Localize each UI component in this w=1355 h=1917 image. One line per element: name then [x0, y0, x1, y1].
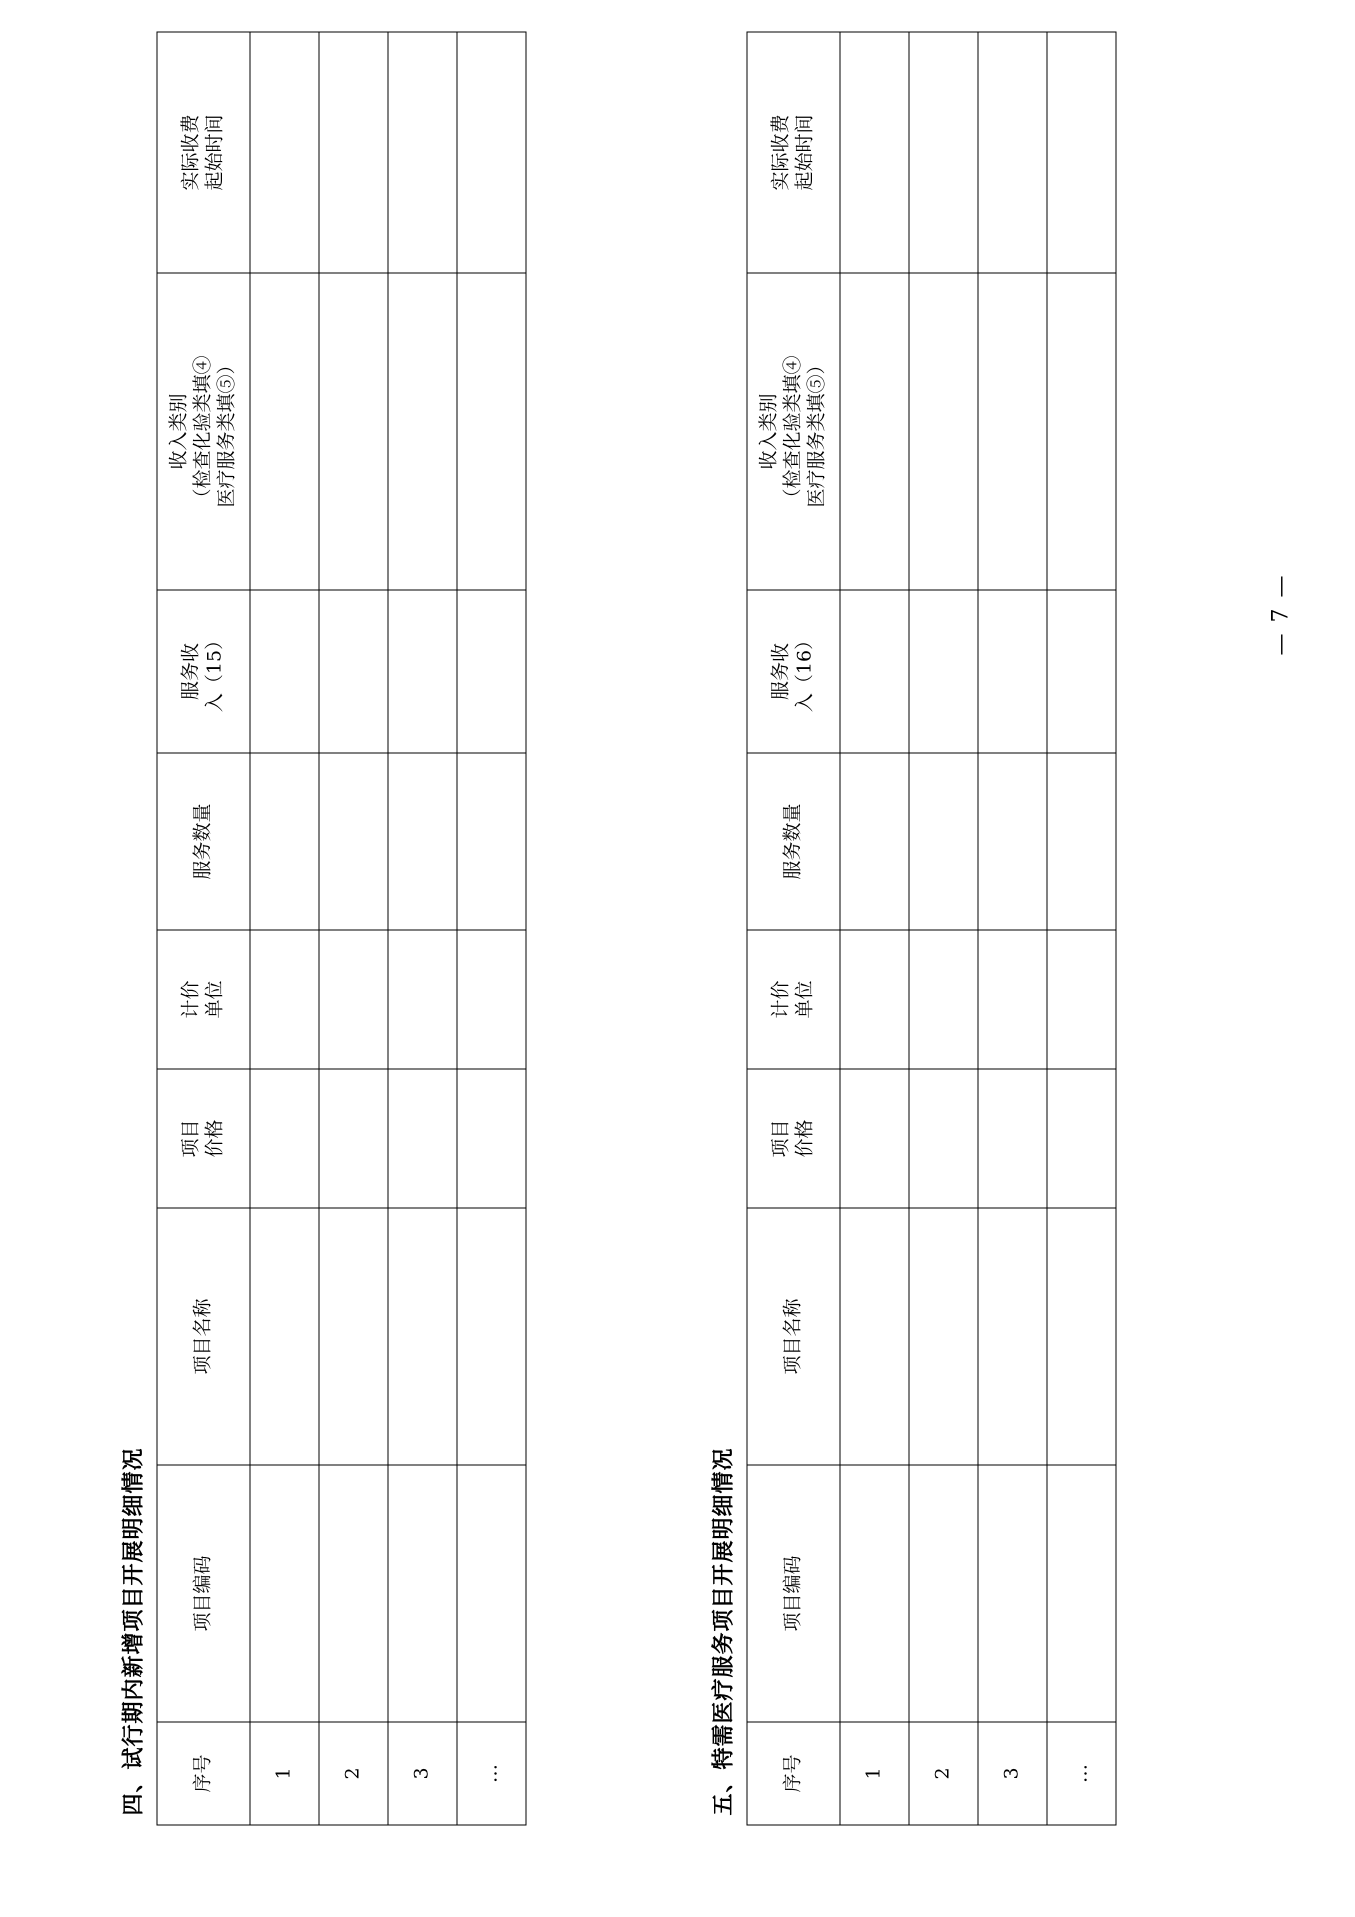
cell-unit[interactable]: [1047, 930, 1116, 1069]
col-header-income-type-line2: （检查化验类填④: [781, 355, 804, 508]
cell-unit[interactable]: [250, 930, 319, 1069]
col-header-income-type-line3: 医疗服务类填⑤）: [804, 355, 827, 508]
col-header-unit-line1: 计价: [769, 980, 792, 1019]
table-body-4: [250, 32, 526, 1825]
cell-income-type[interactable]: [457, 273, 526, 590]
cell-quantity[interactable]: [457, 753, 526, 930]
table-special-services: [746, 31, 1116, 1825]
col-header-price: [157, 1069, 250, 1208]
table-body-5: [840, 32, 1116, 1825]
cell-code[interactable]: [388, 1465, 457, 1722]
cell-price[interactable]: [1047, 1069, 1116, 1208]
col-header-start-time-line2: 起始时间: [203, 114, 225, 191]
cell-price[interactable]: [909, 1069, 978, 1208]
col-header-unit-line2: 单位: [793, 980, 815, 1019]
col-header-income-type: [157, 273, 250, 590]
section-new-items: [118, 95, 526, 1825]
col-header-revenue: [747, 590, 840, 753]
cell-unit[interactable]: [319, 930, 388, 1069]
table-row: [319, 32, 388, 1825]
section-title-5: 五、特需医疗服务项目开展明细情况: [710, 1446, 736, 1815]
col-header-seq: 序号: [157, 1722, 250, 1825]
cell-seq: 3: [978, 1722, 1047, 1825]
col-header-seq: 序号: [747, 1722, 840, 1825]
cell-quantity[interactable]: [388, 753, 457, 930]
cell-name[interactable]: [978, 1208, 1047, 1465]
col-header-start-time: [157, 32, 250, 273]
col-header-revenue-line1: 服务收: [769, 642, 792, 700]
col-header-income-type-line1: 收入类别: [167, 393, 190, 470]
table-row: [457, 32, 526, 1825]
cell-revenue[interactable]: [388, 590, 457, 753]
col-header-income-type-line2: （检查化验类填④: [191, 355, 214, 508]
cell-name[interactable]: [909, 1208, 978, 1465]
table-row: [250, 32, 319, 1825]
header-row: [747, 32, 840, 1825]
cell-income-type[interactable]: [978, 273, 1047, 590]
cell-code[interactable]: [250, 1465, 319, 1722]
table-row: [978, 32, 1047, 1825]
cell-name[interactable]: [840, 1208, 909, 1465]
col-header-revenue-line2: 入（15）: [203, 630, 225, 712]
col-header-income-type: [747, 273, 840, 590]
cell-seq: …: [1047, 1722, 1116, 1825]
col-header-name: 项目名称: [747, 1208, 840, 1465]
col-header-unit-line1: 计价: [179, 980, 202, 1019]
cell-unit[interactable]: [840, 930, 909, 1069]
col-header-quantity: 服务数量: [157, 753, 250, 930]
cell-price[interactable]: [250, 1069, 319, 1208]
col-header-code: 项目编码: [747, 1465, 840, 1722]
cell-start-time[interactable]: [457, 32, 526, 273]
col-header-price-line1: 项目: [769, 1119, 792, 1158]
cell-unit[interactable]: [457, 930, 526, 1069]
cell-seq: 2: [909, 1722, 978, 1825]
cell-income-type[interactable]: [319, 273, 388, 590]
col-header-price: [747, 1069, 840, 1208]
col-header-start-time: [747, 32, 840, 273]
cell-name[interactable]: [1047, 1208, 1116, 1465]
cell-price[interactable]: [457, 1069, 526, 1208]
cell-quantity[interactable]: [978, 753, 1047, 930]
table-header-5: [747, 32, 840, 1825]
col-header-quantity: 服务数量: [747, 753, 840, 930]
cell-revenue[interactable]: [319, 590, 388, 753]
col-header-start-time-line1: 实际收费: [179, 114, 202, 191]
cell-unit[interactable]: [978, 930, 1047, 1069]
cell-quantity[interactable]: [909, 753, 978, 930]
cell-name[interactable]: [457, 1208, 526, 1465]
cell-income-type[interactable]: [250, 273, 319, 590]
table-new-items: [156, 31, 526, 1825]
col-header-name: 项目名称: [157, 1208, 250, 1465]
col-header-unit-line2: 单位: [203, 980, 225, 1019]
cell-name[interactable]: [319, 1208, 388, 1465]
table-row: [388, 32, 457, 1825]
cell-start-time[interactable]: [319, 32, 388, 273]
cell-start-time[interactable]: [909, 32, 978, 273]
cell-code[interactable]: [909, 1465, 978, 1722]
cell-start-time[interactable]: [1047, 32, 1116, 273]
cell-code[interactable]: [978, 1465, 1047, 1722]
cell-code[interactable]: [840, 1465, 909, 1722]
col-header-price-line2: 价格: [793, 1119, 815, 1158]
cell-price[interactable]: [319, 1069, 388, 1208]
cell-unit[interactable]: [909, 930, 978, 1069]
cell-income-type[interactable]: [909, 273, 978, 590]
cell-revenue[interactable]: [457, 590, 526, 753]
cell-start-time[interactable]: [978, 32, 1047, 273]
col-header-income-type-line1: 收入类别: [757, 393, 780, 470]
cell-name[interactable]: [250, 1208, 319, 1465]
col-header-unit: [157, 930, 250, 1069]
cell-quantity[interactable]: [250, 753, 319, 930]
cell-code[interactable]: [457, 1465, 526, 1722]
cell-revenue[interactable]: [250, 590, 319, 753]
cell-name[interactable]: [388, 1208, 457, 1465]
col-header-unit: [747, 930, 840, 1069]
page-number: — 7 —: [1268, 573, 1293, 655]
cell-quantity[interactable]: [840, 753, 909, 930]
cell-revenue[interactable]: [978, 590, 1047, 753]
cell-income-type[interactable]: [1047, 273, 1116, 590]
col-header-code: 项目编码: [157, 1465, 250, 1722]
cell-price[interactable]: [840, 1069, 909, 1208]
col-header-price-line2: 价格: [203, 1119, 225, 1158]
cell-revenue[interactable]: [840, 590, 909, 753]
col-header-revenue: [157, 590, 250, 753]
cell-price[interactable]: [978, 1069, 1047, 1208]
cell-revenue[interactable]: [1047, 590, 1116, 753]
cell-quantity[interactable]: [319, 753, 388, 930]
col-header-start-time-line2: 起始时间: [793, 114, 815, 191]
section-title-4: 四、试行期内新增项目开展明细情况: [120, 1446, 146, 1815]
col-header-revenue-line2: 入（16）: [793, 630, 815, 712]
cell-start-time[interactable]: [250, 32, 319, 273]
section-special-services: [708, 95, 1116, 1825]
cell-code[interactable]: [319, 1465, 388, 1722]
table-header-4: [157, 32, 250, 1825]
col-header-price-line1: 项目: [179, 1119, 202, 1158]
cell-seq: 3: [388, 1722, 457, 1825]
cell-seq: 1: [840, 1722, 909, 1825]
cell-start-time[interactable]: [388, 32, 457, 273]
table-row: [840, 32, 909, 1825]
cell-quantity[interactable]: [1047, 753, 1116, 930]
cell-start-time[interactable]: [840, 32, 909, 273]
cell-seq: …: [457, 1722, 526, 1825]
cell-price[interactable]: [388, 1069, 457, 1208]
cell-revenue[interactable]: [909, 590, 978, 753]
col-header-start-time-line1: 实际收费: [769, 114, 792, 191]
table-row: [909, 32, 978, 1825]
col-header-revenue-line1: 服务收: [179, 642, 202, 700]
cell-code[interactable]: [1047, 1465, 1116, 1722]
col-header-income-type-line3: 医疗服务类填⑤）: [214, 355, 237, 508]
cell-seq: 2: [319, 1722, 388, 1825]
header-row: [157, 32, 250, 1825]
form-sheet: [118, 95, 1238, 1825]
table-row: [1047, 32, 1116, 1825]
cell-income-type[interactable]: [388, 273, 457, 590]
cell-unit[interactable]: [388, 930, 457, 1069]
cell-income-type[interactable]: [840, 273, 909, 590]
cell-seq: 1: [250, 1722, 319, 1825]
